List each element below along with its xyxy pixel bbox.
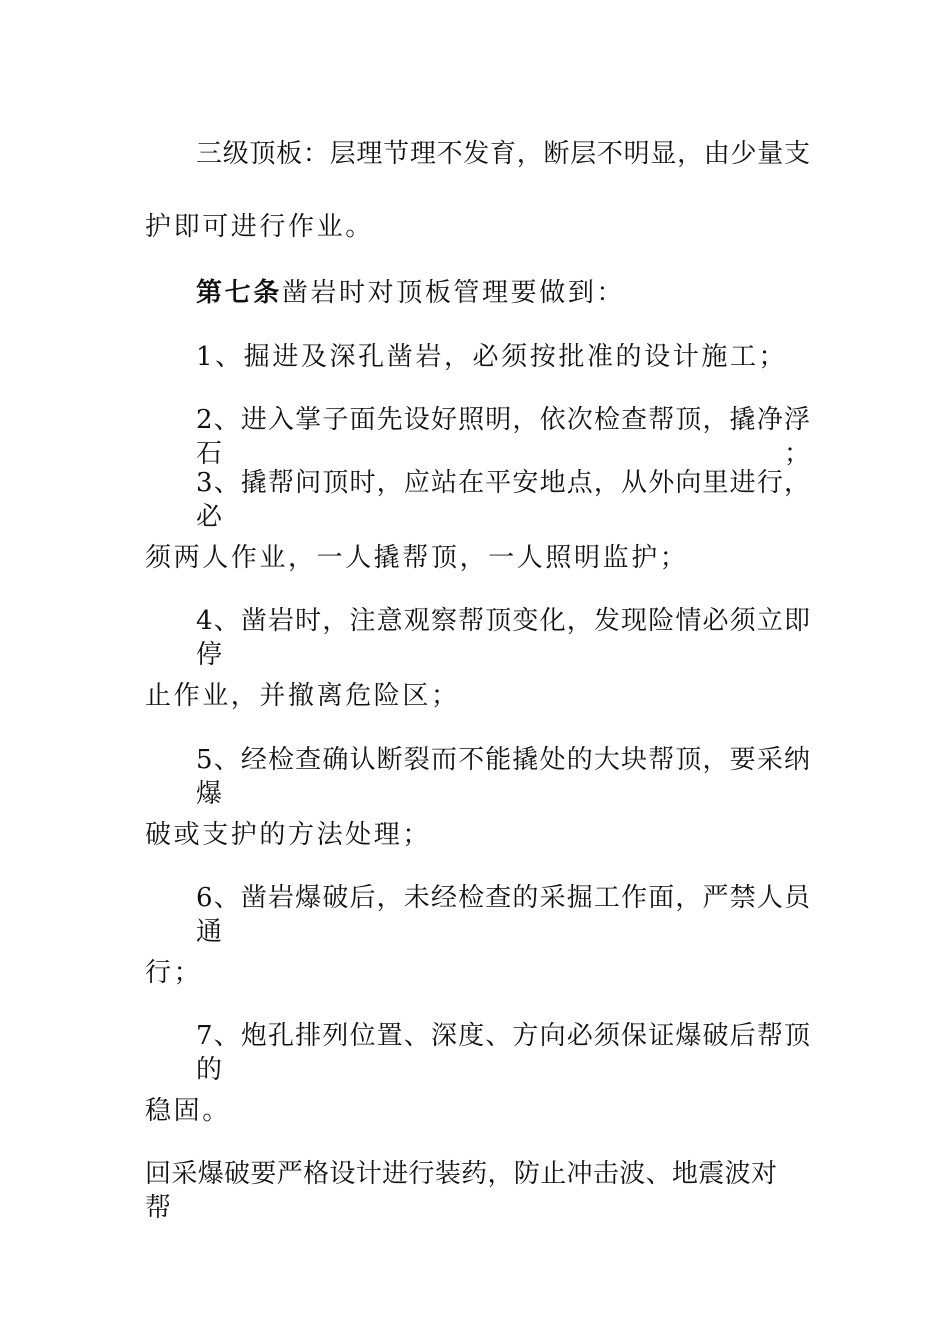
list-item-3-line-1: 3、撬帮问顶时，应站在平安地点，从外向里进行，必 [196,468,810,532]
article-heading: 第七条 [196,278,282,308]
list-item-2: 2、进入掌子面先设好照明，依次检查帮顶，撬净浮石； [196,405,810,469]
list-item-7-line-2: 稳固。 [145,1096,231,1126]
list-item-7-line-1: 7、炮孔排列位置、深度、方向必须保证爆破后帮顶的 [196,1021,810,1085]
list-item-4-line-2: 止作业，并撤离危险区； [145,681,460,711]
list-item-6-line-2: 行； [145,958,203,988]
article-text: 凿岩时对顶板管理要做到： [281,278,626,308]
paragraph-last-line: 回采爆破要严格设计进行装药，防止冲击波、地震波对帮 [145,1159,777,1223]
article-line [196,276,810,310]
list-item-4-line-1: 4、凿岩时，注意观察帮顶变化，发现险情必须立即停 [196,606,810,670]
paragraph-line-2: 护即可进行作业。 [145,212,374,242]
list-item-5-line-2: 破或支护的方法处理； [145,820,432,850]
paragraph-line-1: 三级顶板：层理节理不发育，断层不明显，由少量支 [196,139,810,169]
list-item-1: 1、掘进及深孔凿岩，必须按批准的设计施工； [196,342,788,372]
list-item-6-line-1: 6、凿岩爆破后，未经检查的采掘工作面，严禁人员通 [196,883,810,947]
list-item-3-line-2: 须两人作业，一人撬帮顶，一人照明监护； [145,543,689,573]
list-item-5-line-1: 5、经检查确认断裂而不能撬处的大块帮顶，要采纳爆 [196,745,810,809]
